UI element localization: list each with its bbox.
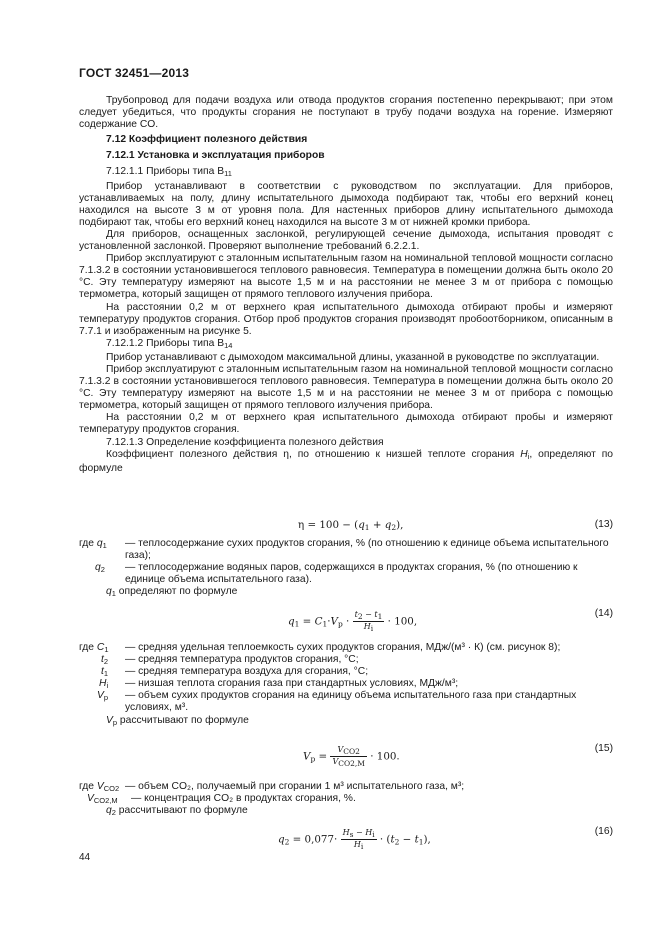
legend-c1 [79,642,613,654]
formula-15-row [79,743,613,768]
formula-15: $V_p$ = $\frac{\text{VCO2}}{\text{VCO2,M}}$ · 100. [303,745,400,768]
para-efficiency-part1: Коэффициент полезного действия η, по отношению к низшей теплоте сгорания [106,448,521,460]
page-number: 44 [79,852,91,863]
legend-q1 [79,538,613,562]
formula-16: $q_2 = 0,077\cdot$ $\frac{Hs - Hi}{Hi}$ · $(t_2 - t_1)$, [278,828,431,851]
subsection-7-12-1-1 [79,166,613,180]
subsection-7-12-1-1-title: 7.12.1.1 Приборы типа B [106,166,225,178]
legend-t1-desc: — средняя температура воздуха для сгорания, °С; [125,666,369,678]
para-sampling-2: На расстоянии 0,2 м от верхнего края испытательного дымохода отбирают пробы и измеряют температуру продуктов сгорания. [79,412,613,436]
legend-q [79,538,613,600]
subsection-7-12-1-2-index: 14 [224,340,233,350]
legend-vp-desc: — объем сухих продуктов сгорания на единицу объема испытательного газа при стандартных условиях, м³. [125,690,577,714]
para-sampling-1: На расстоянии 0,2 м от верхнего края испытательного дымохода отбирают пробы и измеряют температуру продуктов сгорания. Отбор проб продуктов сгорания производят пробоотборником, описанным в 7.7.1 и изображенным на рисунке 5. [79,301,613,337]
legend-vco2-desc: — объем CO₂, получаемый при сгорании 1 м³ испытательного газа, м³; [125,781,465,792]
legend-vco2 [79,781,613,819]
legend-t1 [79,666,613,678]
formula-14-number: (14) [594,608,613,619]
q2-intro: $q_2$ рассчитывают по формуле [106,805,248,818]
formula-16-number: (16) [594,826,613,837]
standard-header: ГОСТ 32451—2013 [79,66,190,80]
subsection-7-12-1-2 [79,338,613,352]
section-7-12-1-heading: 7.12.1 Установка и эксплуатация приборов [106,150,325,162]
para-operate-1: Прибор эксплуатируют с эталонным испытательным газом на номинальной тепловой мощности согласно 7.1.3.2 в состоянии установившегося теплового равновесия. Температура в помещении должна быть около 20 °С. Эту температуру измеряют на высоте 1,5 м и на расстоянии не менее 3 м от прибора с помощью термометра, который защищен от прямого теплового излучения прибора. [79,253,613,301]
para-max-flue: Прибор устанавливают с дымоходом максимальной длины, указанной в руководстве по эксплуатации. [106,351,600,363]
formula-13: $\eta = 100 - (q_1 + q_2)$, [298,519,404,532]
legend-hi [79,678,613,690]
subsection-7-12-1-2-title: 7.12.1.2 Приборы типа B [106,337,225,349]
legend-vp-symbol: $V_p$ [97,690,109,703]
legend-vco2-item [79,781,613,793]
para-efficiency [79,449,613,475]
legend-hi-symbol: $H_i$ [99,678,109,691]
legend-q1-desc: — теплосодержание сухих продуктов сгорания, % (по отношению к единице объема испытательного газа); [125,538,609,562]
hi-symbol: H [520,448,528,460]
legend-t2 [79,654,613,666]
legend-c1-desc: — средняя удельная теплоемкость сухих продуктов сгорания, МДж/(м³ · К) (см. рисунок 8); [125,642,561,653]
subsection-7-12-1-1-index: 11 [224,169,232,179]
formula-14: $q_1 = C_1\cdot V_p$ · $\frac{t2 - t1}{Hi}$ · 100, [288,610,418,633]
legend-q2-symbol: $q_2$ [95,562,105,575]
formula-16-row [79,826,613,851]
formula-13-row [79,519,613,539]
legend-q2 [79,562,613,586]
q1-intro: $q_1$ определяют по формуле [106,586,238,599]
legend-q2-desc: — теплосодержание водяных паров, содержащихся в продуктах сгорания, % (по отношению к единице объема испытательного газа). [125,562,578,586]
formula-14-row [79,608,613,633]
para-install: Прибор устанавливают в соответствии с руководством по эксплуатации. Для приборов, устанавливаемых на полу, длину испытательного дымохода подбирают так, чтобы его верхний конец находился на высоте 3 м от уровня пола. Для настенных приборов длину испытательного дымохода подбирают так, чтобы его верхний конец находился на высоте 3 м от нижней кромки прибора. [79,180,613,228]
legend-vco2-symbol: где $V_{CO2}$ [79,781,120,793]
legend-vco2m-item [79,793,613,805]
legend-vp [79,690,613,714]
para-pipe: Трубопровод для подачи воздуха или отвода продуктов сгорания постепенно перекрывают; при этом следует убедиться, что продукты сгорания не поступают в трубу подачи воздуха на горение. Измеряют содержание CO. [79,95,613,131]
vp-intro: $V_p$ рассчитывают по формуле [106,714,249,727]
para-damper: Для приборов, оснащенных заслонкой, регулирующей сечение дымохода, испытания проводят с установленной заслонкой. Проверяют выполнение требований 6.2.2.1. [79,228,613,253]
formula-13-number: (13) [594,519,613,530]
legend-t2-symbol: $t_2$ [101,654,109,667]
legend-hi-desc: — низшая теплота сгорания газа при стандартных условиях, МДж/м³; [125,678,459,690]
legend-vco2m-desc: — концентрация CO₂ в продуктах сгорания, %. [131,793,356,805]
body-block-top [79,95,613,475]
legend-t2-desc: — средняя температура продуктов сгорания, °С; [125,654,359,666]
section-7-12-heading: 7.12 Коэффициент полезного действия [106,134,308,146]
q2-intro-text: рассчитывают по формуле [118,805,248,817]
legend-t1-symbol: $t_1$ [101,666,109,679]
formula-15-number: (15) [594,743,613,754]
where-label: где [79,538,95,549]
legend-c [79,642,613,729]
para-operate-2: Прибор эксплуатируют с эталонным испытательным газом на номинальной тепловой мощности согласно 7.1.3.2 в состоянии установившегося теплового равновесия. Температура в помещении должна быть около 20 °С. Эту температуру измеряют на высоте 1,5 м и на расстоянии не менее 3 м от прибора с помощью термометра, который защищен от прямого теплового излучения прибора. [79,363,613,412]
legend-q1-symbol: где $q_1$ [79,538,107,550]
legend-c1-symbol: где $C_1$ [79,642,109,654]
legend-vco2m-symbol: $V_{CO2,M}$ [87,793,118,806]
q1-intro-text: определяют по формуле [118,586,238,598]
hi-index: i [527,451,530,461]
para-efficiency-part2: , определяют по формуле [79,448,613,474]
subsection-7-12-1-3: 7.12.1.3 Определение коэффициента полезного действия [106,436,384,448]
vp-intro-text: рассчитывают по формуле [119,714,249,726]
